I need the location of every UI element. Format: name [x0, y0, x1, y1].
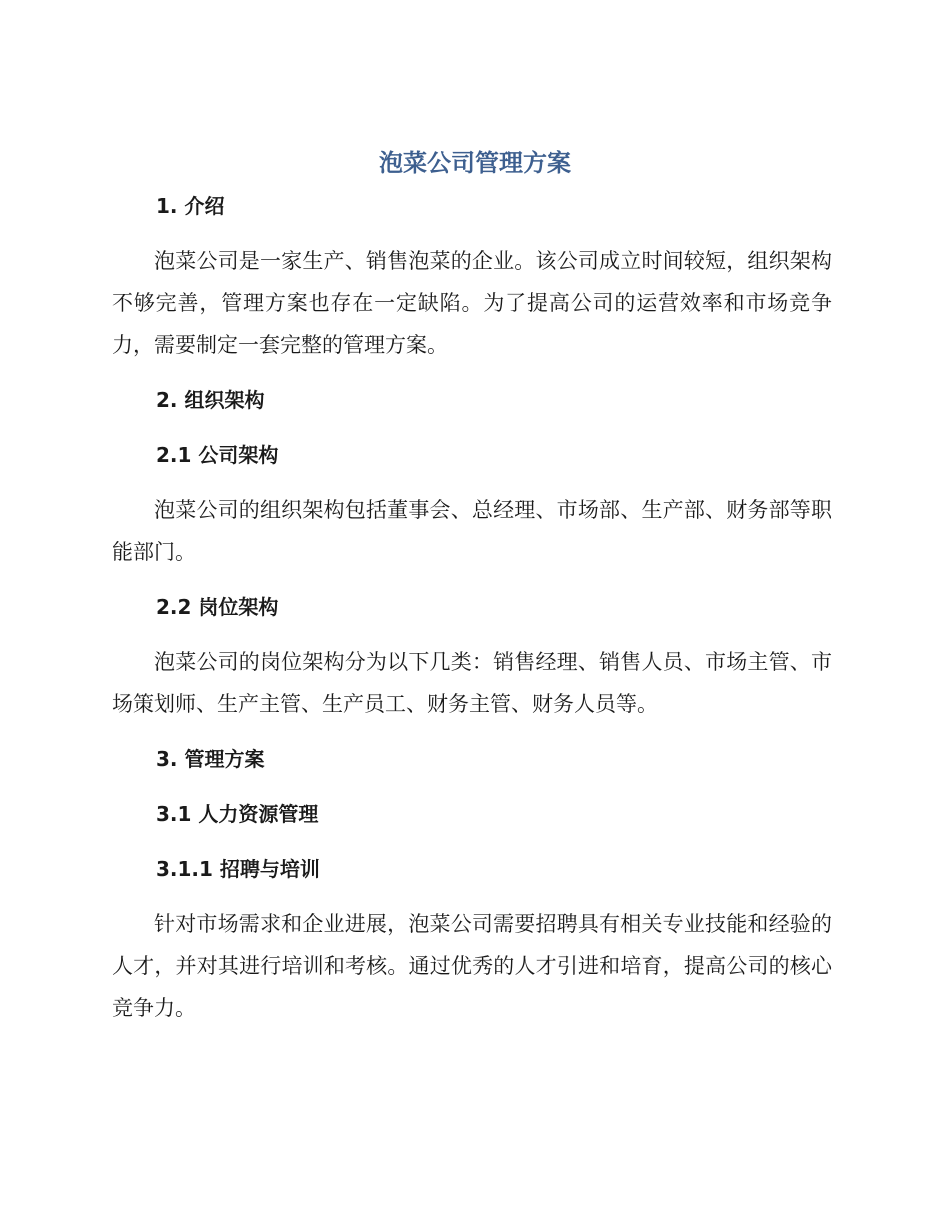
paragraph-recruitment-training: 针对市场需求和企业进展，泡菜公司需要招聘具有相关专业技能和经验的人才，并对其进行培训和考核。通过优秀的人才引进和培育，提高公司的核心竞争力。 [112, 912, 832, 1020]
heading-introduction: 1. 介绍 [156, 194, 225, 218]
paragraph-company-structure: 泡菜公司的组织架构包括董事会、总经理、市场部、生产部、财务部等职能部门。 [112, 498, 832, 564]
heading-position-structure: 2.2 岗位架构 [156, 595, 279, 619]
heading-recruitment-training: 3.1.1 招聘与培训 [156, 857, 320, 881]
heading-company-structure: 2.1 公司架构 [156, 443, 279, 467]
paragraph-introduction: 泡菜公司是一家生产、销售泡菜的企业。该公司成立时间较短，组织架构不够完善，管理方案也存在一定缺陷。为了提高公司的运营效率和市场竞争力，需要制定一套完整的管理方案。 [112, 249, 832, 357]
document-title: 泡菜公司管理方案 [379, 149, 571, 177]
heading-organization: 2. 组织架构 [156, 388, 265, 412]
heading-management-plan: 3. 管理方案 [156, 747, 265, 771]
paragraph-position-structure: 泡菜公司的岗位架构分为以下几类：销售经理、销售人员、市场主管、市场策划师、生产主管、生产员工、财务主管、财务人员等。 [112, 650, 832, 716]
heading-hr-management: 3.1 人力资源管理 [156, 802, 319, 826]
